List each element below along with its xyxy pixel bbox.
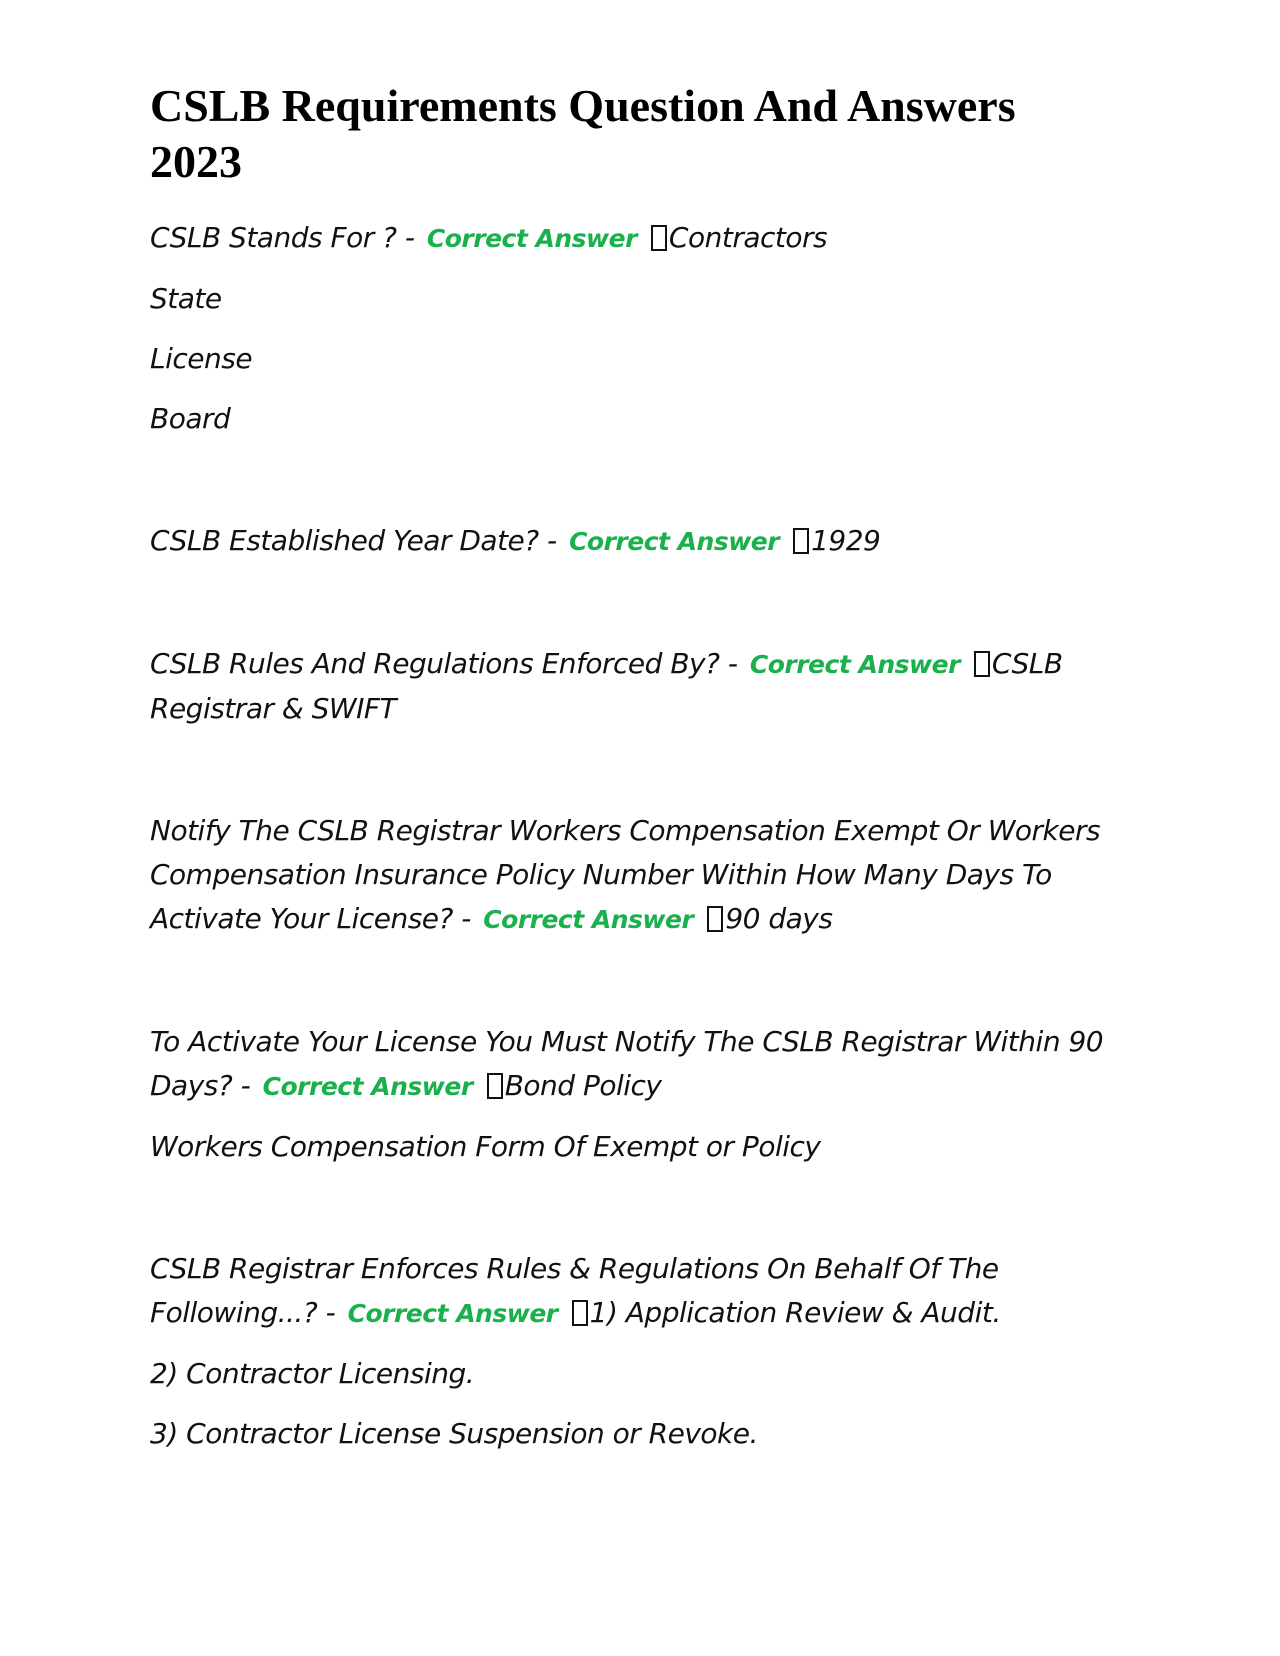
answer-box-icon xyxy=(572,1300,588,1326)
question-text: CSLB Stands For ? - xyxy=(150,221,423,254)
spacer xyxy=(150,457,1110,519)
answer-box-icon xyxy=(707,906,723,932)
answer-text: 90 days xyxy=(725,902,833,935)
question-line xyxy=(150,1064,1110,1109)
qa-item xyxy=(150,1247,1110,1456)
correct-answer-label: Correct Answer xyxy=(347,1299,558,1328)
answer-line: Registrar & SWIFT xyxy=(150,692,397,725)
question-text: Activate Your License? - xyxy=(150,902,480,935)
question-line xyxy=(150,1291,1110,1336)
spacer xyxy=(150,958,1110,1020)
spacer xyxy=(150,1185,1110,1247)
answer-box-icon xyxy=(487,1073,503,1099)
qa-item xyxy=(150,642,1110,731)
answer-line: State xyxy=(150,282,222,315)
answer-line: Board xyxy=(150,402,231,435)
answer-text: CSLB xyxy=(991,647,1063,680)
answer-text: 1929 xyxy=(811,524,881,557)
correct-answer-label: Correct Answer xyxy=(749,650,960,679)
correct-answer-label: Correct Answer xyxy=(262,1072,473,1101)
document-page xyxy=(150,78,1110,1472)
question-line xyxy=(150,216,1110,261)
correct-answer-label: Correct Answer xyxy=(483,905,694,934)
answer-text: 1) Application Review & Audit. xyxy=(589,1296,1001,1329)
qa-item xyxy=(150,216,1110,441)
question-line xyxy=(150,519,1110,564)
question-line xyxy=(150,642,1110,687)
answer-text: Contractors xyxy=(668,221,828,254)
qa-item xyxy=(150,519,1110,564)
question-text: CSLB Established Year Date? - xyxy=(150,524,566,557)
question-line: CSLB Registrar Enforces Rules & Regulations On Behalf Of The xyxy=(150,1252,999,1285)
question-text: Following...? - xyxy=(150,1296,344,1329)
question-text: Days? - xyxy=(150,1069,259,1102)
answer-box-icon xyxy=(974,651,990,677)
answer-line: 3) Contractor License Suspension or Revoke. xyxy=(150,1417,758,1450)
answer-line: 2) Contractor Licensing. xyxy=(150,1357,475,1390)
question-text: CSLB Rules And Regulations Enforced By? - xyxy=(150,647,746,680)
answer-line: License xyxy=(150,342,253,375)
question-line xyxy=(150,897,1110,942)
question-line: Notify The CSLB Registrar Workers Compensation Exempt Or Workers xyxy=(150,814,1101,847)
spacer xyxy=(150,580,1110,642)
answer-line: Workers Compensation Form Of Exempt or Policy xyxy=(150,1130,821,1163)
spacer xyxy=(150,747,1110,809)
qa-item xyxy=(150,1020,1110,1169)
question-line: To Activate Your License You Must Notify The CSLB Registrar Within 90 xyxy=(150,1025,1104,1058)
correct-answer-label: Correct Answer xyxy=(426,224,637,253)
answer-box-icon xyxy=(651,225,667,251)
document-title: CSLB Requirements Question And Answers 2023 xyxy=(150,80,1016,187)
answer-text: Bond Policy xyxy=(504,1069,662,1102)
question-line: Compensation Insurance Policy Number Within How Many Days To xyxy=(150,858,1052,891)
correct-answer-label: Correct Answer xyxy=(569,527,780,556)
qa-item xyxy=(150,809,1110,942)
answer-box-icon xyxy=(793,528,809,554)
